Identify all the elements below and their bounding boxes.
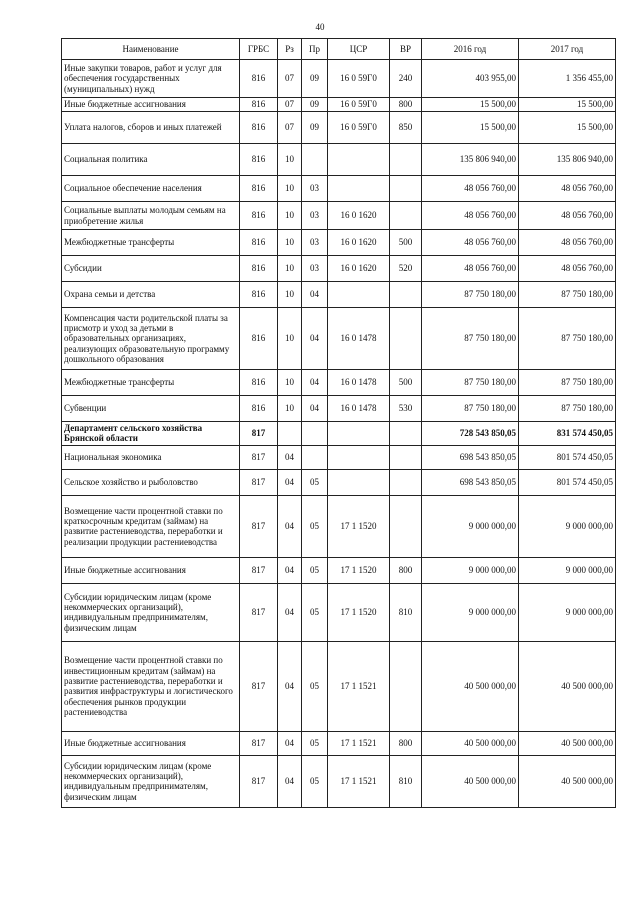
budget-table (61, 38, 616, 808)
row-2016-cell: 698 543 850,05 (422, 469, 519, 495)
row-pr-cell: 05 (302, 495, 328, 557)
table-row (62, 755, 616, 807)
table-row (62, 144, 616, 176)
row-pr-cell: 05 (302, 755, 328, 807)
row-2017-cell: 9 000 000,00 (519, 583, 616, 641)
row-2017-cell: 831 574 450,05 (519, 422, 616, 446)
row-csr-cell: 16 0 59Г0 (328, 60, 390, 98)
row-csr-cell: 16 0 1478 (328, 370, 390, 396)
table-row (62, 60, 616, 98)
row-grbs-cell: 816 (240, 60, 278, 98)
row-vr-cell: 530 (390, 396, 422, 422)
row-grbs-cell: 816 (240, 396, 278, 422)
table-row (62, 557, 616, 583)
row-rz-cell: 10 (278, 202, 302, 230)
row-csr-cell: 17 1 1521 (328, 755, 390, 807)
row-grbs-cell: 816 (240, 144, 278, 176)
row-2016-cell: 48 056 760,00 (422, 176, 519, 202)
row-pr-cell: 05 (302, 557, 328, 583)
row-csr-cell (328, 422, 390, 446)
row-csr-cell (328, 282, 390, 308)
row-rz-cell: 10 (278, 308, 302, 370)
row-vr-cell (390, 641, 422, 731)
row-rz-cell: 10 (278, 230, 302, 256)
row-pr-cell (302, 422, 328, 446)
row-csr-cell: 16 0 59Г0 (328, 98, 390, 112)
table-row (62, 731, 616, 755)
row-2016-cell: 48 056 760,00 (422, 230, 519, 256)
row-2016-cell: 87 750 180,00 (422, 282, 519, 308)
table-row (62, 308, 616, 370)
table-row (62, 256, 616, 282)
row-rz-cell: 10 (278, 176, 302, 202)
row-name-cell: Социальное обеспечение населения (62, 176, 240, 202)
header-2017: 2017 год (519, 39, 616, 60)
row-csr-cell: 17 1 1520 (328, 583, 390, 641)
row-2017-cell: 9 000 000,00 (519, 495, 616, 557)
table-row (62, 583, 616, 641)
row-2016-cell: 135 806 940,00 (422, 144, 519, 176)
row-2017-cell: 1 356 455,00 (519, 60, 616, 98)
row-2017-cell: 15 500,00 (519, 98, 616, 112)
row-vr-cell: 520 (390, 256, 422, 282)
table-header-row (62, 39, 616, 60)
row-grbs-cell: 817 (240, 422, 278, 446)
row-name-cell: Межбюджетные трансферты (62, 370, 240, 396)
row-name-cell: Охрана семьи и детства (62, 282, 240, 308)
row-name-cell: Субсидии юридическим лицам (кроме некоммерческих организаций), индивидуальным предпринимателям, физическим лицам (62, 755, 240, 807)
row-csr-cell: 17 1 1521 (328, 731, 390, 755)
row-grbs-cell: 817 (240, 755, 278, 807)
table-body (62, 60, 616, 808)
row-rz-cell: 04 (278, 469, 302, 495)
row-csr-cell: 17 1 1521 (328, 641, 390, 731)
row-2016-cell: 9 000 000,00 (422, 495, 519, 557)
row-2016-cell: 87 750 180,00 (422, 370, 519, 396)
row-name-cell: Национальная экономика (62, 445, 240, 469)
row-grbs-cell: 816 (240, 308, 278, 370)
row-grbs-cell: 816 (240, 112, 278, 144)
row-csr-cell: 16 0 1478 (328, 396, 390, 422)
table-row (62, 495, 616, 557)
row-vr-cell (390, 422, 422, 446)
row-pr-cell: 05 (302, 583, 328, 641)
row-csr-cell (328, 445, 390, 469)
row-2017-cell: 48 056 760,00 (519, 176, 616, 202)
row-vr-cell (390, 282, 422, 308)
header-rz: Рз (278, 39, 302, 60)
row-pr-cell: 03 (302, 230, 328, 256)
row-2016-cell: 87 750 180,00 (422, 396, 519, 422)
page-number: 40 (315, 22, 325, 32)
row-rz-cell: 04 (278, 445, 302, 469)
row-vr-cell: 810 (390, 583, 422, 641)
row-name-cell: Компенсация части родительской платы за присмотр и уход за детьми в образовательных организациях, реализующих образовательную программу дошкольного образования (62, 308, 240, 370)
row-2017-cell: 15 500,00 (519, 112, 616, 144)
table-row (62, 112, 616, 144)
row-pr-cell: 04 (302, 370, 328, 396)
row-2017-cell: 40 500 000,00 (519, 641, 616, 731)
table-row (62, 445, 616, 469)
row-csr-cell: 16 0 1620 (328, 230, 390, 256)
header-name: Наименование (62, 39, 240, 60)
row-pr-cell: 04 (302, 396, 328, 422)
row-2016-cell: 48 056 760,00 (422, 256, 519, 282)
row-2017-cell: 48 056 760,00 (519, 256, 616, 282)
row-pr-cell: 05 (302, 731, 328, 755)
row-csr-cell: 16 0 1620 (328, 202, 390, 230)
row-pr-cell: 09 (302, 60, 328, 98)
row-grbs-cell: 816 (240, 202, 278, 230)
row-grbs-cell: 816 (240, 282, 278, 308)
row-rz-cell: 04 (278, 731, 302, 755)
row-2016-cell: 9 000 000,00 (422, 583, 519, 641)
row-vr-cell (390, 445, 422, 469)
table-row (62, 422, 616, 446)
row-pr-cell: 05 (302, 469, 328, 495)
row-name-cell: Иные бюджетные ассигнования (62, 98, 240, 112)
row-vr-cell (390, 144, 422, 176)
row-name-cell: Возмещение части процентной ставки по краткосрочным кредитам (займам) на развитие растениеводства, переработки и реализации продукции растениеводства (62, 495, 240, 557)
row-name-cell: Сельское хозяйство и рыболовство (62, 469, 240, 495)
row-rz-cell: 04 (278, 583, 302, 641)
table-row (62, 202, 616, 230)
row-pr-cell: 03 (302, 256, 328, 282)
row-csr-cell: 16 0 1620 (328, 256, 390, 282)
row-pr-cell: 09 (302, 98, 328, 112)
row-2016-cell: 728 543 850,05 (422, 422, 519, 446)
row-pr-cell: 04 (302, 282, 328, 308)
row-2017-cell: 9 000 000,00 (519, 557, 616, 583)
row-2017-cell: 87 750 180,00 (519, 396, 616, 422)
row-name-cell: Социальная политика (62, 144, 240, 176)
row-rz-cell: 10 (278, 282, 302, 308)
row-csr-cell (328, 176, 390, 202)
row-grbs-cell: 817 (240, 469, 278, 495)
row-name-cell: Социальные выплаты молодым семьям на приобретение жилья (62, 202, 240, 230)
row-rz-cell: 04 (278, 755, 302, 807)
row-pr-cell (302, 144, 328, 176)
row-2016-cell: 87 750 180,00 (422, 308, 519, 370)
row-rz-cell: 10 (278, 256, 302, 282)
row-rz-cell (278, 422, 302, 446)
row-vr-cell: 850 (390, 112, 422, 144)
row-vr-cell: 500 (390, 230, 422, 256)
row-2017-cell: 801 574 450,05 (519, 445, 616, 469)
row-vr-cell: 240 (390, 60, 422, 98)
row-2017-cell: 40 500 000,00 (519, 731, 616, 755)
row-name-cell: Иные закупки товаров, работ и услуг для обеспечения государственных (муниципальных) нужд (62, 60, 240, 98)
row-rz-cell: 10 (278, 144, 302, 176)
row-grbs-cell: 817 (240, 731, 278, 755)
row-vr-cell (390, 202, 422, 230)
row-vr-cell: 800 (390, 731, 422, 755)
row-csr-cell: 16 0 1478 (328, 308, 390, 370)
row-2016-cell: 40 500 000,00 (422, 755, 519, 807)
row-pr-cell: 03 (302, 202, 328, 230)
table-row (62, 98, 616, 112)
row-pr-cell (302, 445, 328, 469)
row-rz-cell: 04 (278, 495, 302, 557)
row-grbs-cell: 816 (240, 230, 278, 256)
table-row (62, 641, 616, 731)
row-grbs-cell: 816 (240, 176, 278, 202)
row-pr-cell: 03 (302, 176, 328, 202)
row-name-cell: Уплата налогов, сборов и иных платежей (62, 112, 240, 144)
row-rz-cell: 04 (278, 557, 302, 583)
row-csr-cell: 17 1 1520 (328, 495, 390, 557)
row-2017-cell: 801 574 450,05 (519, 469, 616, 495)
row-rz-cell: 10 (278, 370, 302, 396)
row-2016-cell: 9 000 000,00 (422, 557, 519, 583)
row-name-cell: Иные бюджетные ассигнования (62, 557, 240, 583)
row-2016-cell: 40 500 000,00 (422, 731, 519, 755)
header-grbs: ГРБС (240, 39, 278, 60)
row-grbs-cell: 816 (240, 370, 278, 396)
row-grbs-cell: 817 (240, 583, 278, 641)
row-pr-cell: 04 (302, 308, 328, 370)
row-name-cell: Субсидии (62, 256, 240, 282)
row-2017-cell: 40 500 000,00 (519, 755, 616, 807)
header-2016: 2016 год (422, 39, 519, 60)
row-2017-cell: 87 750 180,00 (519, 308, 616, 370)
row-grbs-cell: 817 (240, 495, 278, 557)
row-csr-cell (328, 469, 390, 495)
row-csr-cell: 16 0 59Г0 (328, 112, 390, 144)
row-rz-cell: 04 (278, 641, 302, 731)
row-name-cell: Департамент сельского хозяйства Брянской области (62, 422, 240, 446)
row-name-cell: Межбюджетные трансферты (62, 230, 240, 256)
table-row (62, 176, 616, 202)
row-rz-cell: 07 (278, 60, 302, 98)
row-vr-cell: 800 (390, 557, 422, 583)
row-grbs-cell: 817 (240, 557, 278, 583)
table-row (62, 469, 616, 495)
row-vr-cell: 500 (390, 370, 422, 396)
row-2016-cell: 48 056 760,00 (422, 202, 519, 230)
row-2017-cell: 87 750 180,00 (519, 370, 616, 396)
header-csr: ЦСР (328, 39, 390, 60)
row-rz-cell: 07 (278, 98, 302, 112)
header-vr: ВР (390, 39, 422, 60)
row-vr-cell (390, 176, 422, 202)
row-name-cell: Субвенции (62, 396, 240, 422)
row-csr-cell (328, 144, 390, 176)
row-csr-cell: 17 1 1520 (328, 557, 390, 583)
row-grbs-cell: 817 (240, 641, 278, 731)
row-name-cell: Возмещение части процентной ставки по инвестиционным кредитам (займам) на развитие растениеводства, переработки и развития инфраструктуры и логистического обеспечения рынков продукции растениеводства (62, 641, 240, 731)
row-rz-cell: 07 (278, 112, 302, 144)
row-grbs-cell: 816 (240, 256, 278, 282)
row-name-cell: Иные бюджетные ассигнования (62, 731, 240, 755)
table-row (62, 370, 616, 396)
row-vr-cell: 800 (390, 98, 422, 112)
table-row (62, 282, 616, 308)
row-vr-cell (390, 469, 422, 495)
table-row (62, 230, 616, 256)
row-grbs-cell: 817 (240, 445, 278, 469)
row-name-cell: Субсидии юридическим лицам (кроме некоммерческих организаций), индивидуальным предпринимателям, физическим лицам (62, 583, 240, 641)
table-row (62, 396, 616, 422)
row-vr-cell: 810 (390, 755, 422, 807)
row-vr-cell (390, 308, 422, 370)
row-2017-cell: 87 750 180,00 (519, 282, 616, 308)
row-vr-cell (390, 495, 422, 557)
row-pr-cell: 05 (302, 641, 328, 731)
row-2016-cell: 15 500,00 (422, 112, 519, 144)
row-2017-cell: 48 056 760,00 (519, 202, 616, 230)
row-2017-cell: 48 056 760,00 (519, 230, 616, 256)
row-grbs-cell: 816 (240, 98, 278, 112)
row-2016-cell: 403 955,00 (422, 60, 519, 98)
row-2016-cell: 15 500,00 (422, 98, 519, 112)
row-rz-cell: 10 (278, 396, 302, 422)
row-2016-cell: 698 543 850,05 (422, 445, 519, 469)
row-2016-cell: 40 500 000,00 (422, 641, 519, 731)
row-pr-cell: 09 (302, 112, 328, 144)
header-pr: Пр (302, 39, 328, 60)
row-2017-cell: 135 806 940,00 (519, 144, 616, 176)
